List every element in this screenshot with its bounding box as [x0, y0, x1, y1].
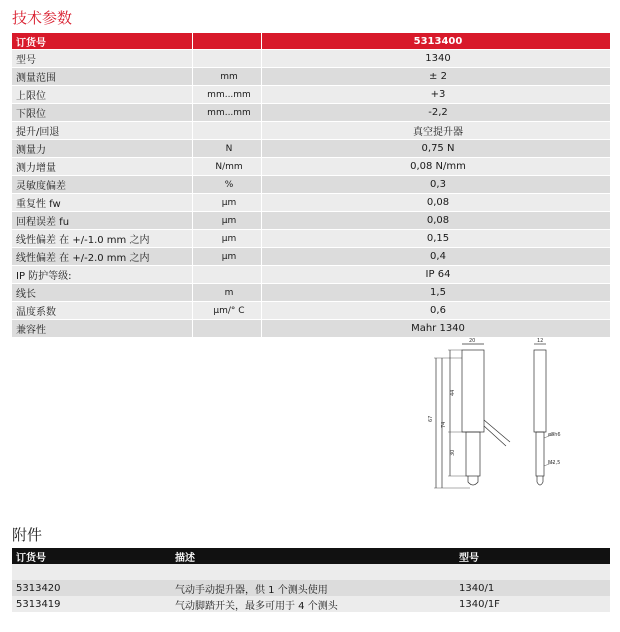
accessories-row — [12, 596, 610, 612]
spec-unit: µm — [193, 212, 262, 230]
spec-value: 1340 — [262, 50, 611, 68]
spec-row — [12, 284, 610, 302]
spec-label: IP 防护等级: — [12, 266, 193, 284]
spec-label: 提升/回退 — [12, 122, 193, 140]
spec-label: 型号 — [12, 50, 193, 68]
spec-row — [12, 122, 610, 140]
acc-order: 5313420 — [12, 580, 171, 596]
probe-body-side — [534, 350, 546, 432]
spec-label: 测量范围 — [12, 68, 193, 86]
spec-row — [12, 140, 610, 158]
spec-unit — [193, 266, 262, 284]
acc-model: 1340/1F — [455, 596, 610, 612]
spec-value: 0,15 — [262, 230, 611, 248]
spec-row — [12, 212, 610, 230]
acc-header-model: 型号 — [455, 548, 610, 564]
spec-label: 灵敏度偏差 — [12, 176, 193, 194]
spec-row — [12, 104, 610, 122]
spec-label: 温度系数 — [12, 302, 193, 320]
spec-header-row — [12, 33, 610, 50]
accessories-header-row — [12, 548, 610, 564]
spec-label: 线长 — [12, 284, 193, 302]
spec-value: 0,4 — [262, 248, 611, 266]
spec-unit: mm...mm — [193, 104, 262, 122]
spec-value: 真空提升器 — [262, 122, 611, 140]
spec-header-value: 5313400 — [262, 33, 611, 50]
spec-unit: N/mm — [193, 158, 262, 176]
spec-value: 0,08 N/mm — [262, 158, 611, 176]
spec-unit — [193, 50, 262, 68]
dim-m25: M2,5 — [548, 460, 561, 466]
spec-row — [12, 320, 610, 338]
spec-unit: m — [193, 284, 262, 302]
dim-74: 74 — [441, 421, 447, 428]
spec-unit: mm...mm — [193, 86, 262, 104]
spec-label: 下限位 — [12, 104, 193, 122]
spec-row — [12, 68, 610, 86]
acc-desc: 气动手动提升器，供 1 个测头使用 — [171, 580, 455, 596]
accessories-row — [12, 580, 610, 596]
probe-shaft-front — [466, 432, 480, 476]
spec-label: 线性偏差 在 +/-1.0 mm 之内 — [12, 230, 193, 248]
spec-unit: µm — [193, 194, 262, 212]
spec-row — [12, 50, 610, 68]
acc-header-order: 订货号 — [12, 548, 171, 564]
spec-value: +3 — [262, 86, 611, 104]
spec-label: 重复性 fw — [12, 194, 193, 212]
spec-value: 0,6 — [262, 302, 611, 320]
dim-d8h6: ø8h6 — [548, 432, 561, 438]
spec-unit: µm — [193, 230, 262, 248]
spec-table — [12, 33, 610, 338]
spec-value: 0,75 N — [262, 140, 611, 158]
dim-67: 67 — [428, 415, 434, 422]
spec-label: 线性偏差 在 +/-2.0 mm 之内 — [12, 248, 193, 266]
dim-30: 30 — [450, 449, 456, 456]
cable-line — [484, 420, 510, 442]
acc-order: 5313419 — [12, 596, 171, 612]
spec-label: 测力增量 — [12, 158, 193, 176]
spec-row — [12, 230, 610, 248]
accessories-blank-row — [12, 564, 610, 580]
spec-value: 1,5 — [262, 284, 611, 302]
spec-unit: mm — [193, 68, 262, 86]
spec-unit: µm — [193, 248, 262, 266]
spec-unit — [193, 122, 262, 140]
spec-value: 0,08 — [262, 212, 611, 230]
spec-row — [12, 176, 610, 194]
spec-unit: µm/° C — [193, 302, 262, 320]
spec-header-unit — [193, 33, 262, 50]
section-title: 技术参数 — [12, 9, 73, 27]
spec-label: 测量力 — [12, 140, 193, 158]
spec-unit: % — [193, 176, 262, 194]
spec-value: -2,2 — [262, 104, 611, 122]
technical-drawing — [420, 338, 570, 498]
acc-header-desc: 描述 — [171, 548, 455, 564]
dim-12: 12 — [537, 338, 544, 344]
spec-row — [12, 194, 610, 212]
spec-row — [12, 158, 610, 176]
spec-header-label: 订货号 — [12, 33, 193, 50]
spec-label: 回程误差 fu — [12, 212, 193, 230]
spec-value: 0,3 — [262, 176, 611, 194]
spec-label: 兼容性 — [12, 320, 193, 338]
accessories-title: 附件 — [12, 526, 43, 544]
spec-row — [12, 248, 610, 266]
spec-label: 上限位 — [12, 86, 193, 104]
probe-shaft-side — [536, 432, 544, 476]
spec-row — [12, 302, 610, 320]
accessories-table — [12, 548, 610, 612]
probe-body-front — [462, 350, 484, 432]
spec-row — [12, 86, 610, 104]
spec-value: ± 2 — [262, 68, 611, 86]
acc-model: 1340/1 — [455, 580, 610, 596]
dim-44: 44 — [450, 389, 456, 396]
dim-20: 20 — [469, 338, 476, 344]
spec-unit — [193, 320, 262, 338]
spec-row — [12, 266, 610, 284]
acc-desc: 气动脚踏开关，最多可用于 4 个测头 — [171, 596, 455, 612]
spec-value: IP 64 — [262, 266, 611, 284]
spec-unit: N — [193, 140, 262, 158]
spec-value: 0,08 — [262, 194, 611, 212]
spec-value: Mahr 1340 — [262, 320, 611, 338]
